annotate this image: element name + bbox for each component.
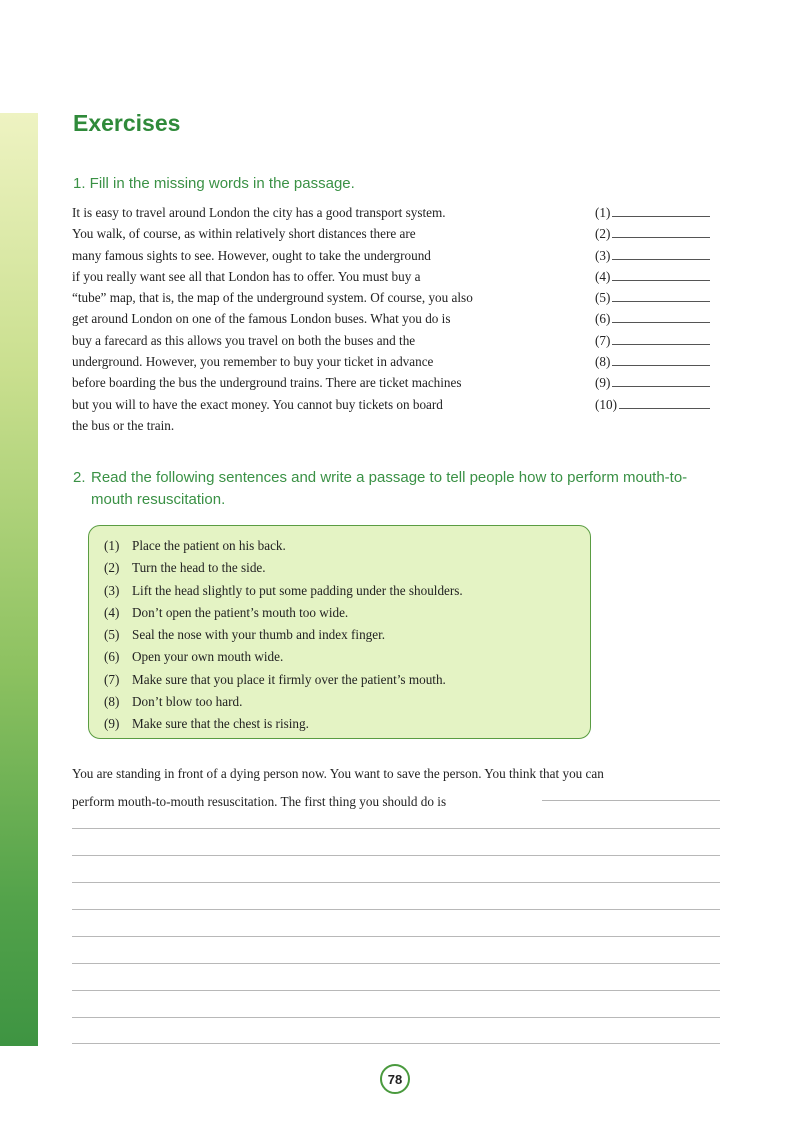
question-1-title: 1. Fill in the missing words in the passage. [73, 175, 355, 192]
answer-blank[interactable] [595, 245, 710, 266]
answer-blank[interactable] [595, 266, 710, 287]
answer-blank[interactable] [595, 308, 710, 329]
step-item [104, 624, 463, 646]
blank-line[interactable] [612, 247, 710, 260]
blank-line[interactable] [612, 289, 710, 302]
blank-line[interactable] [612, 374, 710, 387]
prompt-line: You are standing in front of a dying person now. You want to save the person. You think that you can [72, 766, 604, 781]
step-number: (2) [104, 560, 120, 576]
writing-line[interactable] [72, 936, 720, 937]
page-number-badge: 78 [380, 1064, 410, 1094]
step-number: (4) [104, 604, 120, 620]
answer-blank[interactable] [595, 202, 710, 223]
answer-blank[interactable] [595, 351, 710, 372]
writing-line[interactable] [72, 882, 720, 883]
passage-line: “tube” map, that is, the map of the underground system. Of course, you also [72, 290, 473, 306]
passage-line: the bus or the train. [72, 417, 175, 433]
step-item [104, 602, 463, 624]
blank-number: (8) [595, 354, 611, 370]
blank-number: (2) [595, 226, 611, 242]
question-2-title-line: Read the following sentences and write a passage to tell people how to perform mouth-to- [91, 469, 688, 486]
question-2-number: 2. [73, 469, 86, 486]
step-text: Make sure that the chest is rising. [132, 716, 309, 732]
step-number: (5) [104, 627, 120, 643]
writing-prompt [72, 760, 732, 816]
blank-line[interactable] [619, 396, 710, 409]
passage-line: underground. However, you remember to buy your ticket in advance [72, 354, 434, 370]
step-number: (6) [104, 649, 120, 665]
steps-box [88, 525, 591, 739]
writing-line[interactable] [72, 1043, 720, 1044]
step-text: Open your own mouth wide. [132, 649, 284, 665]
passage-line: It is easy to travel around London the city has a good transport system. [72, 205, 446, 220]
step-number: (8) [104, 694, 120, 710]
blank-number: (5) [595, 290, 611, 306]
passage-line: many famous sights to see. However, ought to take the underground [72, 247, 431, 263]
blank-line[interactable] [612, 225, 710, 238]
writing-line[interactable] [72, 855, 720, 856]
step-text: Don’t open the patient’s mouth too wide. [132, 604, 349, 620]
step-item [104, 646, 463, 668]
step-text: Turn the head to the side. [132, 560, 266, 576]
step-text: Make sure that you place it firmly over the patient’s mouth. [132, 671, 446, 687]
blank-number: (4) [595, 268, 611, 284]
question-2-title-line: mouth resuscitation. [91, 491, 226, 508]
answer-blank[interactable] [595, 330, 710, 351]
question-2-title [73, 467, 733, 511]
step-item [104, 557, 463, 579]
answer-blank[interactable] [595, 372, 710, 393]
step-item [104, 535, 463, 557]
blank-number: (9) [595, 375, 611, 391]
blank-number: (1) [595, 205, 611, 220]
step-item [104, 713, 463, 735]
step-item [104, 669, 463, 691]
step-item [104, 580, 463, 602]
blank-number: (3) [595, 247, 611, 263]
page-heading: Exercises [73, 110, 181, 136]
passage-line: if you really want see all that London has to offer. You must buy a [72, 268, 421, 284]
step-number: (7) [104, 671, 120, 687]
steps-list [104, 535, 463, 736]
writing-line[interactable] [72, 963, 720, 964]
writing-line[interactable] [72, 909, 720, 910]
blank-line[interactable] [612, 204, 710, 217]
blank-number: (7) [595, 332, 611, 348]
answer-start-line[interactable] [542, 800, 720, 801]
blank-number: (6) [595, 311, 611, 327]
answer-blank[interactable] [595, 394, 710, 415]
answer-blank[interactable] [595, 223, 710, 244]
passage-line: buy a farecard as this allows you travel on both the buses and the [72, 332, 416, 348]
blank-line[interactable] [612, 268, 710, 281]
blank-line[interactable] [612, 353, 710, 366]
passage-line: before boarding the bus the underground trains. There are ticket machines [72, 375, 462, 391]
answer-blank[interactable] [595, 287, 710, 308]
writing-line[interactable] [72, 1017, 720, 1018]
writing-line[interactable] [72, 828, 720, 829]
passage-line: You walk, of course, as within relatively short distances there are [72, 226, 416, 242]
passage-line: but you will to have the exact money. You cannot buy tickets on board [72, 396, 443, 412]
step-number: (1) [104, 538, 120, 553]
prompt-line: perform mouth-to-mouth resuscitation. The first thing you should do is [72, 794, 447, 809]
passage-line: get around London on one of the famous London buses. What you do is [72, 311, 451, 327]
blank-line[interactable] [612, 310, 710, 323]
blank-number: (10) [595, 396, 617, 412]
question-1-passage [72, 202, 592, 436]
step-text: Place the patient on his back. [132, 538, 286, 553]
step-number: (3) [104, 582, 120, 598]
side-color-bar [0, 113, 38, 1046]
writing-line[interactable] [72, 990, 720, 991]
answer-blanks [595, 202, 710, 415]
step-number: (9) [104, 716, 120, 732]
step-text: Seal the nose with your thumb and index finger. [132, 627, 386, 643]
step-text: Lift the head slightly to put some padding under the shoulders. [132, 582, 463, 598]
step-text: Don’t blow too hard. [132, 694, 243, 710]
blank-line[interactable] [612, 332, 710, 345]
step-item [104, 691, 463, 713]
